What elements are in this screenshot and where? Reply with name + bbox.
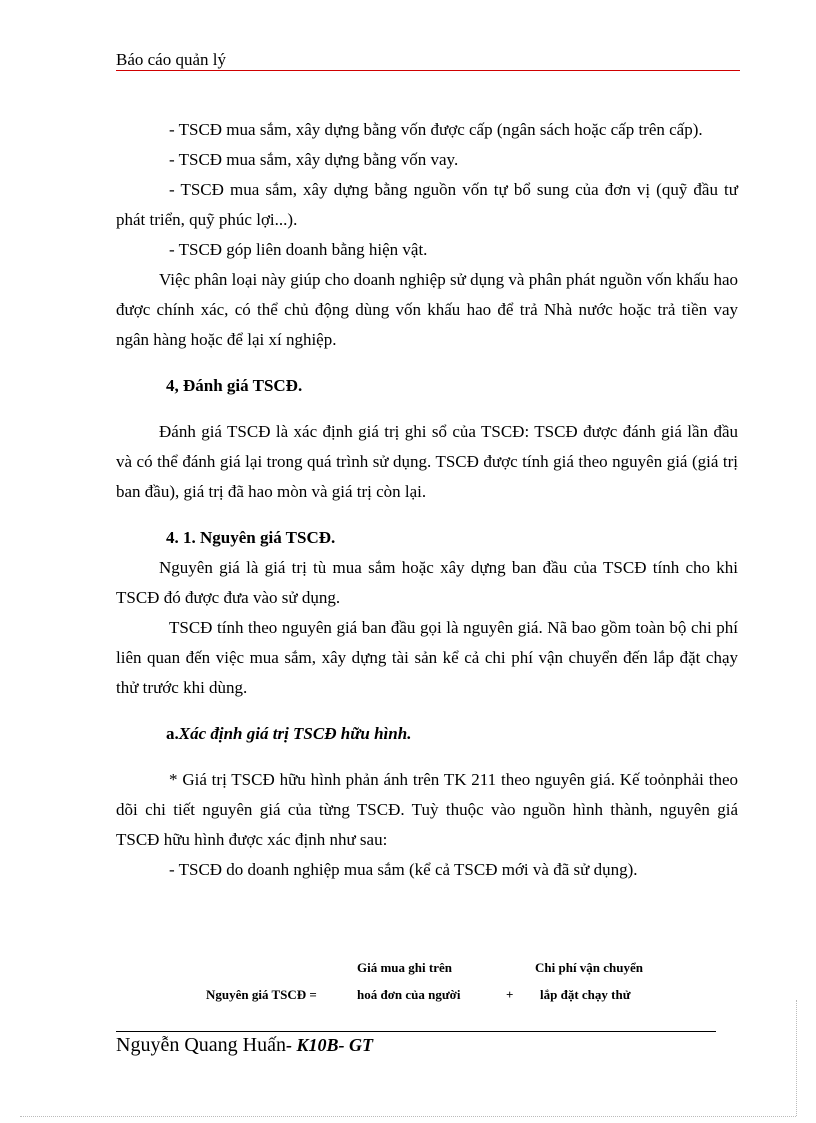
formula-term1-line2: hoá đơn của người (357, 987, 461, 1002)
bullet-borrowed-capital: - TSCĐ mua sắm, xây dựng bằng vốn vay. (169, 150, 459, 169)
header-title: Báo cáo quản lý (116, 50, 226, 69)
subsection-heading-a (116, 719, 738, 749)
spacer (116, 401, 738, 417)
spacer (116, 703, 738, 719)
section-heading-4: 4, Đánh giá TSCĐ. (166, 376, 303, 395)
paragraph-original-cost-scope: TSCĐ tính theo nguyên giá ban đầu gọi là nguyên giá. Nã bao gồm toàn bộ chi phí liên quan đến việc mua sắm, xây dựng tài sản kể cả chi phí vận chuyển đến lắp đặt chạy thử trước khi dùng. (116, 618, 738, 697)
bullet-self-funded: - TSCĐ mua sắm, xây dựng bằng nguồn vốn tự bổ sung của đơn vị (quỹ đầu tư phát triển, quỹ phúc lợi...). (116, 180, 738, 229)
footer-class-code: - K10B- GT (285, 1035, 373, 1055)
footer-divider (116, 1031, 716, 1032)
footer (116, 1034, 373, 1057)
subsection-title: Xác định giá trị TSCĐ hữu hình. (178, 724, 412, 743)
formula-term2-line2: lắp đặt chạy thử (540, 987, 631, 1002)
formula-term1-line1: Giá mua ghi trên (357, 960, 452, 975)
cost-formula (116, 960, 738, 1010)
spacer (116, 507, 738, 523)
formula-term2-line1: Chi phí vận chuyển (535, 960, 644, 975)
paragraph-classification: Việc phân loại này giúp cho doanh nghiệp sử dụng và phân phát nguồn vốn khấu hao được chính xác, có thể chủ động dùng vốn khấu hao để trả Nhà nước hoặc trả tiền vay ngân hàng hoặc để lại xí nghiệp. (116, 270, 738, 349)
section-heading-4-1: 4. 1. Nguyên giá TSCĐ. (166, 528, 336, 547)
paragraph-tangible-value: * Giá trị TSCĐ hữu hình phản ánh trên TK 211 theo nguyên giá. Kế toỏnphải theo dõi chi tiết nguyên giá của từng TSCĐ. Tuỳ thuộc vào nguồn hình thành, nguyên giá TSCĐ hữu hình được xác định như sau: (116, 770, 738, 849)
bullet-purchased-assets: - TSCĐ do doanh nghiệp mua sắm (kể cả TSCĐ mới và đã sử dụng). (169, 860, 638, 879)
bullet-joint-venture: - TSCĐ góp liên doanh bằng hiện vật. (169, 240, 428, 259)
footer-author: Nguyễn Quang Huấn (116, 1034, 286, 1056)
spacer (116, 355, 738, 371)
spacer (116, 749, 738, 765)
page-edge-right (796, 1000, 797, 1116)
paragraph-original-cost-def: Nguyên giá là giá trị tù mua sắm hoặc xây dựng ban đầu của TSCĐ tính cho khi TSCĐ đó được đưa vào sử dụng. (116, 558, 738, 607)
formula-lhs: Nguyên giá TSCĐ = (206, 987, 317, 1002)
subsection-prefix: a. (166, 724, 179, 743)
page-edge-bottom (20, 1116, 796, 1117)
paragraph-valuation: Đánh giá TSCĐ là xác định giá trị ghi sổ của TSCĐ: TSCĐ được đánh giá lần đầu và có thể đánh giá lại trong quá trình sử dụng. TSCĐ được tính giá theo nguyên giá (giá trị ban đầu), giá trị đã hao mòn và giá trị còn lại. (116, 422, 738, 501)
header-divider (116, 70, 740, 71)
formula-plus: + (506, 987, 514, 1002)
bullet-funded-capital: - TSCĐ mua sắm, xây dựng bằng vốn được cấp (ngân sách hoặc cấp trên cấp). (169, 120, 703, 139)
document-body (116, 115, 738, 885)
